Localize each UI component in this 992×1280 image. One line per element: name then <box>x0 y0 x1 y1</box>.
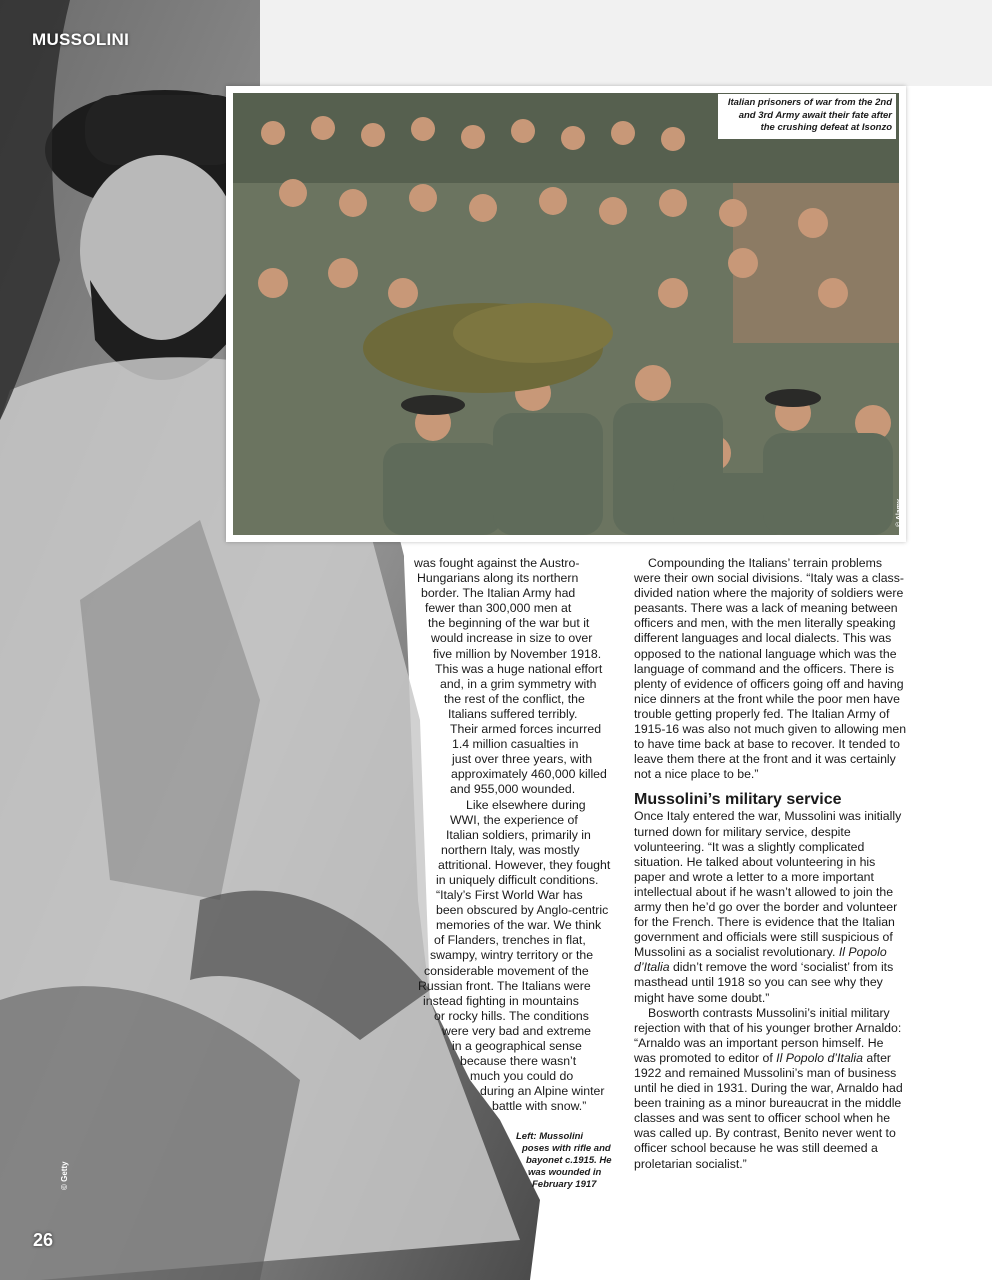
subheading-military-service: Mussolini’s military service <box>634 791 842 809</box>
body-text-right-column <box>634 556 908 1172</box>
paragraph-text: Once Italy entered the war, Mussolini was initially turned down for military service, despite volunteering. “It was a slightly complicated situation. He talked about volunteering in his paper and wrote a letter to a more important intellectual about if he wasn’t allowed to join the army then he’d go over the border and volunteer for the French. There is evidence that the Italian government and officials were still suspicious of Mussolini as a socialist revolutionary. <box>634 809 902 960</box>
paragraph-volunteering <box>634 809 908 1005</box>
text-line: in a geographical sense <box>452 1039 582 1053</box>
paragraph-terrain-social-divisions: Compounding the Italians’ terrain problems were their own social divisions. “Italy was a class-divided nation where the majority of soldiers were peasants. There was a lack of meaning between officers and men, with the men literally speaking different languages and local dialects. This was opposed to the national language which was the language of command and the officers. There is plenty of evidence of officers going off and having nice dinners at the front while the poor men have trouble getting properly fed. The Italian Army of 1915-16 was also not much given to allowing men to have time back at base to recover. It tended to leave them there at the front and it was certainly not a nice place to be.” <box>634 556 907 782</box>
caption-line <box>500 1131 626 1143</box>
text-line: fewer than 300,000 men at <box>425 601 572 616</box>
text-line: or rocky hills. The conditions <box>434 1008 589 1023</box>
text-line: much you could do <box>470 1069 574 1084</box>
text-line: Italians suffered terribly. <box>448 706 578 721</box>
text-line: considerable movement of the <box>424 963 589 978</box>
text-line: during an Alpine winter <box>480 1084 605 1099</box>
newspaper-title: Il Popolo d’Italia <box>634 945 887 975</box>
photo-credit-getty: © Getty <box>60 1161 69 1190</box>
text-line: instead fighting in mountains <box>423 993 579 1008</box>
text-line: would increase in size to over <box>431 631 593 646</box>
caption-line: was wounded in <box>528 1167 602 1178</box>
text-line: Russian front. The Italians were <box>418 978 591 993</box>
text-line: and 955,000 wounded. <box>450 782 576 797</box>
text-line: the beginning of the war but it <box>428 616 590 631</box>
text-line: and, in a grim symmetry with <box>440 676 597 691</box>
text-line: in uniquely difficult conditions. <box>436 872 599 887</box>
text-line: the rest of the conflict, the <box>444 691 585 706</box>
text-line: This was a huge national effort <box>435 661 603 676</box>
caption-line: bayonet c.1915. He <box>526 1155 612 1166</box>
page-number: 26 <box>33 1230 54 1250</box>
paragraph-text: after 1922 and remained Mussolini’s man of business until he died in 1931. During the war, Arnaldo had been training as a minor bureaucrat in the middle classes and was sent to officer school when he was called up. By contrast, Benito never went to officer school because he was still deemed a proletarian socialist.” <box>634 1050 903 1171</box>
text-line: 1.4 million casualties in <box>452 737 579 752</box>
caption-label: Left: <box>516 1131 537 1142</box>
text-line: approximately 460,000 killed <box>451 767 607 782</box>
text-line: Their armed forces incurred <box>450 722 602 737</box>
text-line: because there wasn’t <box>460 1054 577 1069</box>
text-line: battle with snow.” <box>492 1099 587 1114</box>
text-line: WWI, the experience of <box>450 812 578 827</box>
text-line: Hungarians along its northern <box>417 571 579 586</box>
text-line: five million by November 1918. <box>433 646 602 661</box>
left-photo-caption <box>500 1131 626 1191</box>
text-line: “Italy’s First World War has <box>436 888 583 903</box>
paragraph-text: Bosworth contrasts Mussolini’s initial military rejection with that of his younger brother Arnaldo: “Arnaldo was an important person himself. He was promoted to editor of <box>634 1005 902 1065</box>
prisoners-photo-frame <box>226 86 906 542</box>
caption-line: poses with rifle and <box>522 1143 611 1154</box>
text-line: swampy, wintry territory or the <box>430 948 594 963</box>
prisoners-color-photo <box>233 93 899 535</box>
text-line: northern Italy, was mostly <box>441 842 580 857</box>
caption-text: Mussolini <box>536 1131 584 1142</box>
paragraph-arnaldo <box>634 1006 908 1172</box>
section-label: MUSSOLINI <box>32 30 130 49</box>
text-line: Like elsewhere during <box>466 797 586 812</box>
caption-line: February 1917 <box>532 1179 597 1190</box>
text-line: Italian soldiers, primarily in <box>446 827 591 842</box>
text-line: border. The Italian Army had <box>421 586 576 601</box>
text-line: of Flanders, trenches in flat, <box>434 933 586 948</box>
text-line: just over three years, with <box>452 752 593 767</box>
text-line: been obscured by Anglo-centric <box>436 903 609 918</box>
text-line: were very bad and extreme <box>442 1023 592 1038</box>
text-line: memories of the war. We think <box>436 918 602 933</box>
body-text-left-column <box>404 556 626 1114</box>
text-line: attritional. However, they fought <box>438 857 611 872</box>
paragraph-text: didn’t remove the word ‘socialist’ from its masthead until 1918 so you can see why they might have some doubt.” <box>634 960 894 1005</box>
newspaper-title: Il Popolo d’Italia <box>776 1050 863 1065</box>
photo-credit-alamy: © Alamy <box>896 499 903 527</box>
prisoners-photo-caption: Italian prisoners of war from the 2nd and 3rd Army await their fate after the crushing defeat at Isonzo <box>718 94 896 139</box>
text-line: was fought against the Austro- <box>414 556 580 570</box>
